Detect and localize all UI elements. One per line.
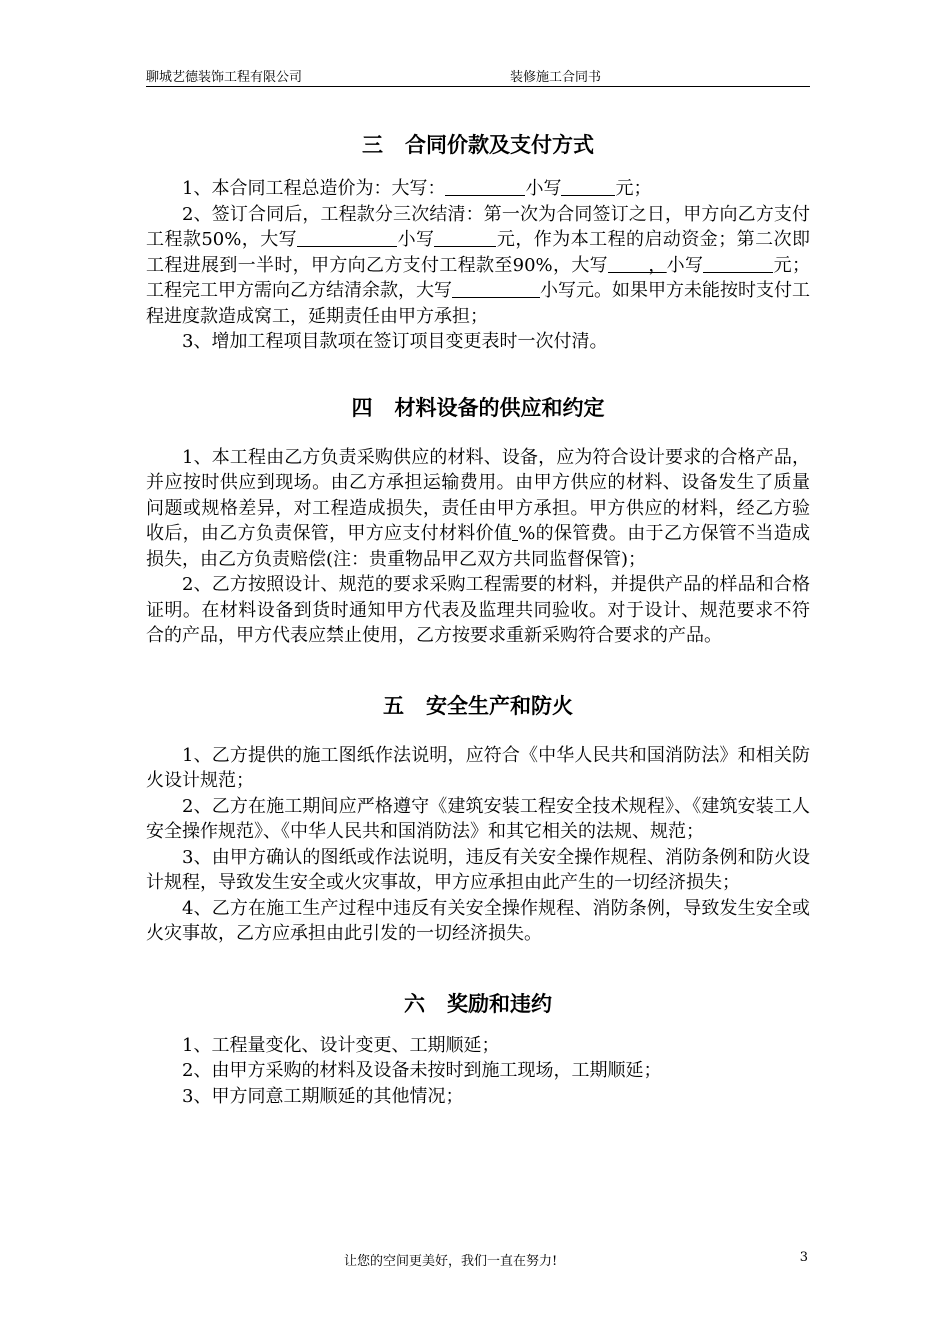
section-5-heading	[146, 689, 810, 723]
section-5-clause-4: 4、乙方在施工生产过程中违反有关安全操作规程、消防条例，导致发生安全或火灾事故，乙方应承担由此引发的一切经济损失。	[146, 897, 810, 944]
section-4-clause-2: 2、乙方按照设计、规范的要求采购工程需要的材料，并提供产品的样品和合格证明。在材料设备到货时通知甲方代表及监理共同验收。对于设计、规范要求不符合的产品，甲方代表应禁止使用，乙方按要求重新采购符合要求的产品。	[146, 574, 810, 646]
blank-field	[445, 177, 525, 196]
section-4-title: 材料设备的供应和约定	[394, 395, 605, 420]
section-5-clause-3: 3、由甲方确认的图纸或作法说明，违反有关安全操作规程、消防条例和防火设计规程，导致发生安全或火灾事故，甲方应承担由此产生的一切经济损失；	[146, 846, 810, 893]
section-3-clause-3: 3、增加工程项目款项在签订项目变更表时一次付清。	[182, 331, 608, 352]
section-5-clause-2: 2、乙方在施工期间应严格遵守《建筑安装工程安全技术规程》、《建筑安装工人安全操作规范》、《中华人民共和国消防法》和其它相关的法规、规范；	[146, 795, 810, 842]
blank-field	[561, 177, 615, 196]
document-body	[146, 128, 810, 1109]
blank-field	[608, 254, 648, 273]
section-4-heading	[146, 391, 810, 425]
section-6-clause-1: 1、工程量变化、设计变更、工期顺延；	[182, 1034, 500, 1056]
blank-field	[452, 279, 540, 298]
section-6-clause-3: 3、甲方同意工期顺延的其他情况；	[182, 1085, 464, 1107]
blank-field	[434, 228, 496, 247]
section-3-clause-1: 1、本合同工程总造价为：大写： 小写 元；	[182, 178, 652, 199]
section-3-heading	[146, 128, 810, 162]
section-6-number: 六	[404, 991, 425, 1016]
page-number: 3	[799, 1250, 808, 1265]
blank-field	[703, 254, 773, 273]
section-4-number: 四	[351, 395, 373, 420]
section-5-clause-1: 1、乙方提供的施工图纸作法说明，应符合《中华人民共和国消防法》和相关防火设计规范；	[146, 744, 810, 791]
section-3-title: 合同价款及支付方式	[405, 133, 594, 157]
section-5-title: 安全生产和防火	[426, 693, 573, 718]
section-6-heading	[146, 987, 810, 1021]
blank-field	[297, 228, 397, 247]
footer-slogan: 让您的空间更美好，我们一直在努力!	[344, 1254, 558, 1269]
header-company-name: 聊城艺德装饰工程有限公司	[146, 70, 303, 85]
section-3-number: 三	[362, 133, 383, 157]
section-3-clause-2: 2、签订合同后，工程款分三次结清：第一次为合同签订之日，甲方向乙方支付工程款50%，大写 小写 元，作为本工程的启动资金；第二次即工程进展到一半时，甲方向乙方支付工程款至90%，大写 ，小写 元；工程完工甲方需向乙方结清余款，大写 小写元。如果甲方未能按时支付工程进度款造成窝工，延期责任由甲方承担；	[146, 203, 811, 327]
section-6-clause-2: 2、由甲方采购的材料及设备未按时到施工现场，工期顺延；	[182, 1060, 662, 1081]
section-4-clause-1: 1、本工程由乙方负责采购供应的材料、设备，应为符合设计要求的合格产品，并应按时供应到现场。由乙方承担运输费用。由甲方供应的材料、设备发生了质量问题或规格差异，对工程造成损失，责任由甲方承担。甲方供应的材料，经乙方验收后，由乙方负责保管，甲方应支付材料价值 %的保管费。由于乙方保管不当造成损失，由乙方负责赔偿(注：贵重物品甲乙双方共同监督保管)；	[146, 446, 811, 570]
section-5-number: 五	[383, 693, 404, 718]
header-document-title: 装修施工合同书	[510, 70, 602, 85]
section-6-title: 奖励和违约	[447, 991, 552, 1016]
page-header	[146, 64, 810, 87]
